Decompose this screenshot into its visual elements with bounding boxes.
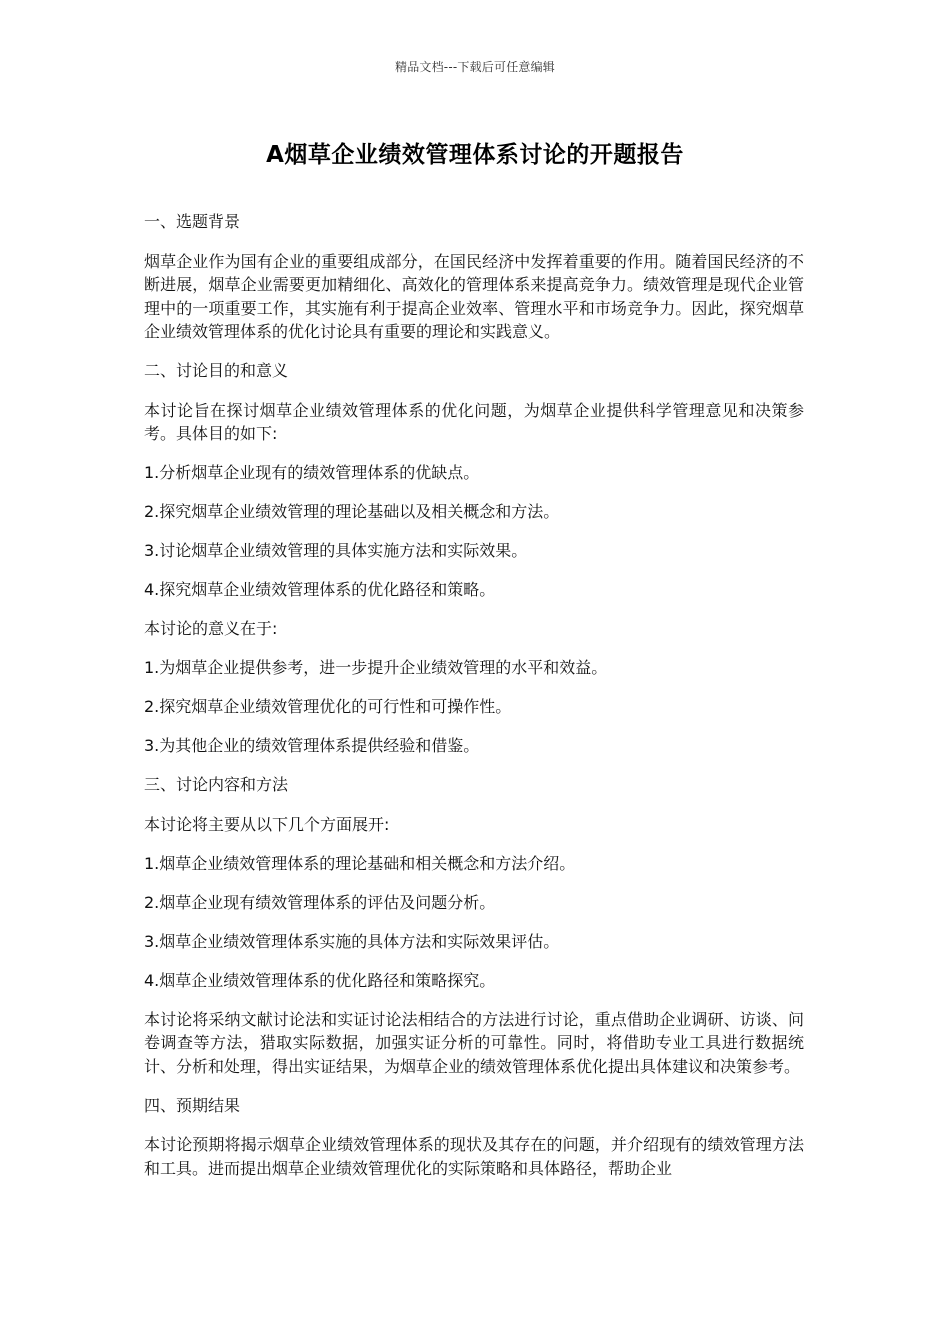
list-item-goal: 3.讨论烟草企业绩效管理的具体实施方法和实际效果。 [144, 541, 528, 560]
paragraph-method: 本讨论将采纳文献讨论法和实证讨论法相结合的方法进行讨论，重点借助企业调研、访谈、问卷调查等方法，猎取实际数据，加强实证分析的可靠性。同时，将借助专业工具进行数据统计、分析和处理，得出实证结果，为烟草企业的绩效管理体系优化提出具体建议和决策参考。 [144, 1009, 804, 1076]
document-body [144, 210, 804, 1196]
section-heading-expected-results: 四、预期结果 [144, 1095, 241, 1115]
section-heading-content-method: 三、讨论内容和方法 [144, 775, 289, 794]
list-item-significance: 3.为其他企业的绩效管理体系提供经验和借鉴。 [144, 736, 480, 755]
list-item-content: 3.烟草企业绩效管理体系实施的具体方法和实际效果评估。 [144, 931, 560, 951]
list-item-significance: 1.为烟草企业提供参考，进一步提升企业绩效管理的水平和效益。 [144, 658, 608, 677]
paragraph-significance-intro: 本讨论的意义在于: [144, 619, 278, 638]
list-item-goal: 4.探究烟草企业绩效管理体系的优化路径和策略。 [144, 580, 496, 599]
list-item-content: 1.烟草企业绩效管理体系的理论基础和相关概念和方法介绍。 [144, 853, 576, 873]
page-header-watermark: 精品文档---下载后可任意编辑 [395, 60, 555, 74]
list-item-significance: 2.探究烟草企业绩效管理优化的可行性和可操作性。 [144, 697, 512, 716]
document-title: A烟草企业绩效管理体系讨论的开题报告 [266, 142, 684, 168]
paragraph-content-intro: 本讨论将主要从以下几个方面展开: [144, 814, 390, 834]
paragraph-background: 烟草企业作为国有企业的重要组成部分，在国民经济中发挥着重要的作用。随着国民经济的不断进展，烟草企业需要更加精细化、高效化的管理体系来提高竞争力。绩效管理是现代企业管理中的一项重要工作，其实施有利于提高企业效率、管理水平和市场竞争力。因此，探究烟草企业绩效管理体系的优化讨论具有重要的理论和实践意义。 [144, 251, 804, 341]
paragraph-purpose-intro: 本讨论旨在探讨烟草企业绩效管理体系的优化问题，为烟草企业提供科学管理意见和决策参考。具体目的如下: [144, 400, 804, 443]
list-item-goal: 1.分析烟草企业现有的绩效管理体系的优缺点。 [144, 463, 480, 482]
list-item-goal: 2.探究烟草企业绩效管理的理论基础以及相关概念和方法。 [144, 502, 560, 521]
list-item-content: 4.烟草企业绩效管理体系的优化路径和策略探究。 [144, 970, 496, 990]
section-heading-background: 一、选题背景 [144, 212, 241, 231]
list-item-content: 2.烟草企业现有绩效管理体系的评估及问题分析。 [144, 892, 496, 912]
paragraph-expected-results: 本讨论预期将揭示烟草企业绩效管理体系的现状及其存在的问题，并介绍现有的绩效管理方法和工具。进而提出烟草企业绩效管理优化的实际策略和具体路径，帮助企业 [144, 1135, 804, 1178]
section-heading-purpose: 二、讨论目的和意义 [144, 361, 289, 380]
